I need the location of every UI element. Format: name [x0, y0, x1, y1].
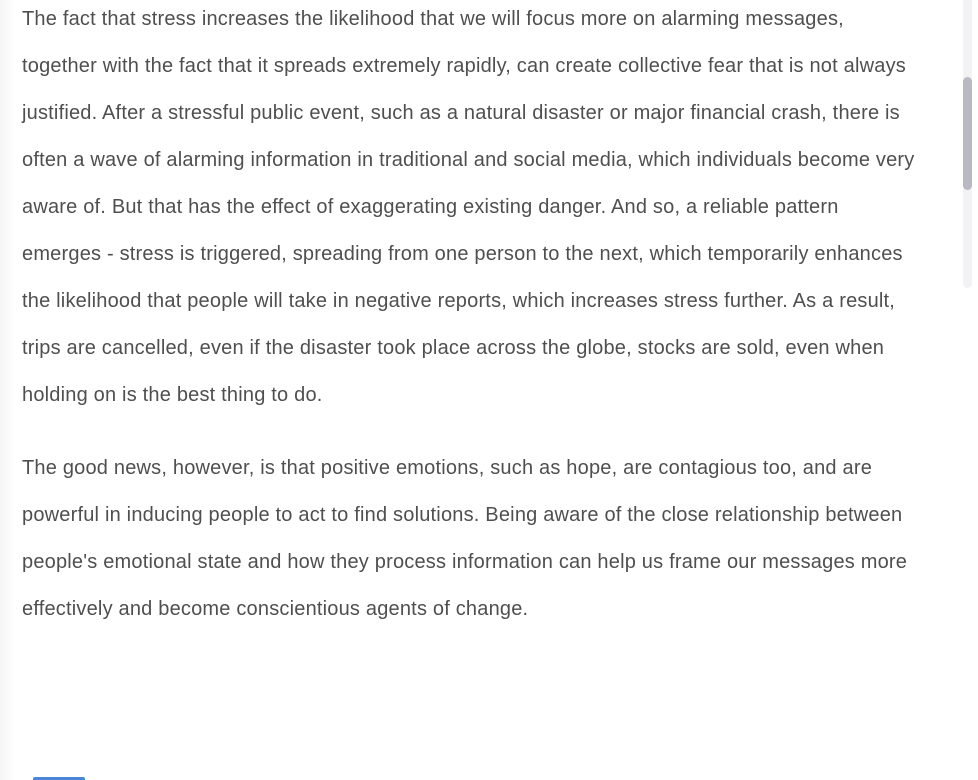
scrollbar-thumb[interactable]	[963, 77, 972, 190]
scrollbar-track[interactable]	[963, 0, 972, 288]
passage-paragraph-1: The fact that stress increases the likelihood that we will focus more on alarming messages, together with the fact that it spreads extremely rapidly, can create collective fear that is not always justified. After a stressful public event, such as a natural disaster or major financial crash, there is often a wave of alarming information in traditional and social media, which individuals become very aware of. But that has the effect of exaggerating existing danger. And so, a reliable pattern emerges - stress is triggered, spreading from one person to the next, which temporarily enhances the likelihood that people will take in negative reports, which increases stress further. As a result, trips are cancelled, even if the disaster took place across the globe, stocks are sold, even when holding on is the best thing to do.	[22, 8, 915, 406]
passage-paragraph-2: The good news, however, is that positive emotions, such as hope, are contagious too, and are powerful in inducing people to act to find solutions. Being aware of the close relationship between people's emotional state and how they process information can help us frame our messages more effectively and become conscientious agents of change.	[22, 457, 908, 620]
